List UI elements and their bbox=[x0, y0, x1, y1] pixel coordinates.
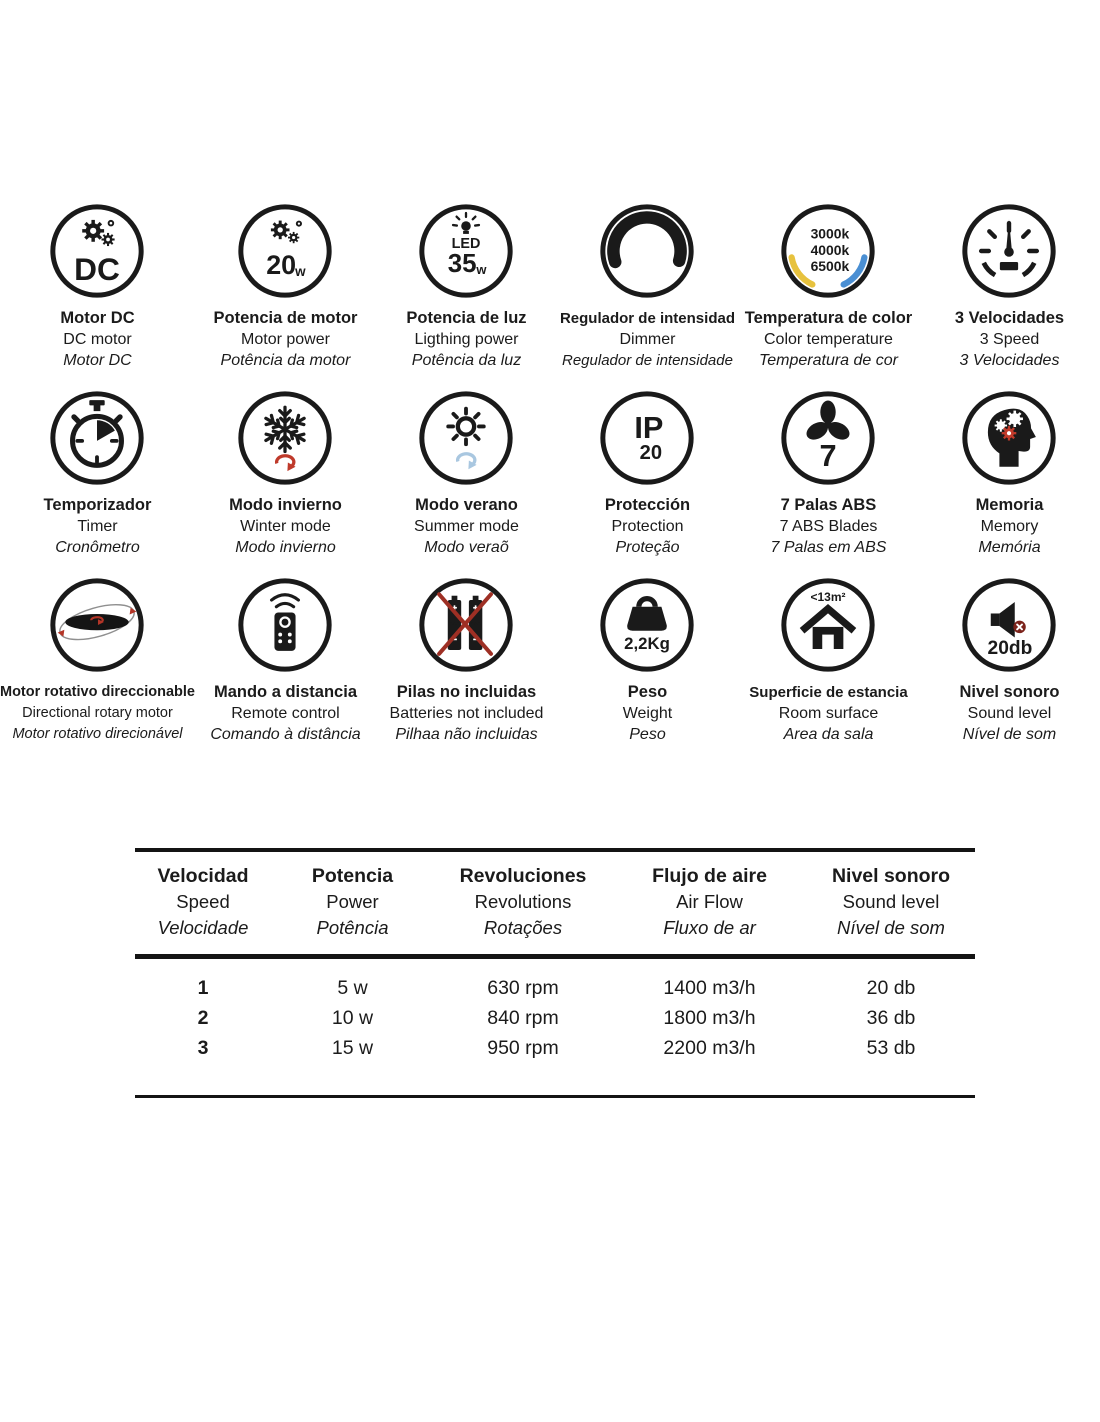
feature-protection bbox=[557, 390, 738, 558]
table-row bbox=[135, 973, 975, 1003]
feature-remote-control bbox=[195, 577, 376, 745]
feature-dimmer bbox=[557, 203, 738, 371]
kelvin-6500: 6500k bbox=[811, 258, 850, 275]
feature-label-en: Weight bbox=[622, 705, 673, 722]
feature-label-pt: 7 Palas em ABS bbox=[770, 539, 887, 556]
feature-label-pt: Proteção bbox=[615, 539, 680, 556]
column-label-en: Sound level bbox=[842, 891, 940, 912]
cell-airflow: 1800 m3/h bbox=[663, 1007, 756, 1029]
table-row bbox=[135, 1033, 975, 1063]
memory-head-icon bbox=[961, 390, 1057, 486]
feature-label-es: Temporizador bbox=[43, 496, 152, 514]
feature-label-pt: Pilhaa não incluidas bbox=[395, 726, 538, 743]
column-label-es: Potencia bbox=[311, 865, 394, 887]
led-value: 35 bbox=[448, 250, 478, 279]
column-label-pt: Velocidade bbox=[157, 917, 249, 938]
feature-label-pt: 3 Velocidades bbox=[959, 352, 1060, 369]
stopwatch-icon bbox=[49, 390, 145, 486]
table-body bbox=[135, 959, 975, 1095]
cell-speed: 2 bbox=[197, 1007, 209, 1029]
feature-label-es: 7 Palas ABS bbox=[780, 496, 877, 514]
column-header-revolutions bbox=[434, 863, 612, 941]
feature-three-speeds bbox=[919, 203, 1100, 371]
feature-label-en: DC motor bbox=[63, 331, 132, 348]
feature-label-pt: Motor DC bbox=[63, 352, 132, 369]
feature-label-en: Motor power bbox=[241, 331, 330, 348]
feature-label-es: Superficie de estancia bbox=[749, 684, 908, 701]
cell-power: 15 w bbox=[331, 1037, 374, 1059]
power-unit: w bbox=[295, 263, 307, 279]
column-label-en: Power bbox=[326, 891, 379, 912]
feature-label-en: Winter mode bbox=[240, 518, 331, 535]
table-header bbox=[135, 852, 975, 959]
motor-power-icon bbox=[237, 203, 333, 299]
performance-table bbox=[135, 848, 975, 1098]
cell-sound: 53 db bbox=[866, 1037, 916, 1059]
speaker-mute-icon bbox=[961, 577, 1057, 673]
feature-label-es: Modo verano bbox=[415, 496, 518, 514]
lighting-power-icon bbox=[418, 203, 514, 299]
feature-label-es: Motor rotativo direccionable bbox=[0, 684, 195, 700]
cell-rpm: 630 rpm bbox=[487, 977, 559, 999]
led-label: LED bbox=[452, 236, 481, 253]
column-label-es: Flujo de aire bbox=[652, 865, 767, 887]
feature-label-pt: Modo veraõ bbox=[424, 539, 509, 556]
cell-rpm: 950 rpm bbox=[487, 1037, 559, 1059]
feature-label-es: 3 Velocidades bbox=[954, 309, 1065, 327]
feature-label-en: 7 ABS Blades bbox=[779, 518, 878, 535]
kelvin-3000: 3000k bbox=[811, 225, 850, 242]
column-header-power bbox=[271, 863, 434, 941]
speedometer-icon bbox=[961, 203, 1057, 299]
color-temperature-icon bbox=[780, 203, 876, 299]
blade-count: 7 bbox=[819, 437, 838, 473]
cell-airflow: 1400 m3/h bbox=[663, 977, 756, 999]
feature-color-temperature bbox=[738, 203, 919, 371]
feature-label-es: Potencia de motor bbox=[213, 309, 358, 327]
column-header-sound bbox=[807, 863, 975, 941]
feature-winter-mode bbox=[195, 390, 376, 558]
rotary-motor-icon bbox=[49, 577, 145, 673]
column-label-pt: Rotações bbox=[483, 917, 563, 938]
sound-value: 20db bbox=[988, 637, 1033, 659]
feature-label-pt: Nível de som bbox=[962, 726, 1057, 743]
feature-sound-level bbox=[919, 577, 1100, 745]
cell-power: 10 w bbox=[331, 1007, 374, 1029]
weight-icon bbox=[599, 577, 695, 673]
column-label-pt: Potência bbox=[316, 917, 389, 938]
feature-label-en: Batteries not included bbox=[389, 705, 544, 722]
feature-label-en: Room surface bbox=[778, 705, 879, 722]
column-label-en: Revolutions bbox=[474, 891, 572, 912]
led-unit: w bbox=[476, 262, 487, 278]
feature-room-surface bbox=[738, 577, 919, 745]
feature-timer bbox=[0, 390, 195, 558]
feature-rotary-motor bbox=[0, 577, 195, 745]
cell-power: 5 w bbox=[337, 977, 368, 999]
feature-label-pt: Comando à distância bbox=[210, 726, 361, 743]
snowflake-icon bbox=[237, 390, 333, 486]
feature-batteries bbox=[376, 577, 557, 745]
batteries-crossed-icon bbox=[418, 577, 514, 673]
feature-label-es: Motor DC bbox=[60, 309, 135, 327]
feature-label-en: Dimmer bbox=[619, 331, 676, 348]
feature-label-en: Color temperature bbox=[764, 331, 893, 348]
feature-motor-power bbox=[195, 203, 376, 371]
dc-motor-icon bbox=[49, 203, 145, 299]
feature-dc-motor bbox=[0, 203, 195, 371]
column-label-es: Velocidad bbox=[157, 865, 249, 887]
cell-rpm: 840 rpm bbox=[487, 1007, 559, 1029]
sun-icon bbox=[418, 390, 514, 486]
cell-speed: 3 bbox=[197, 1037, 209, 1059]
feature-label-pt: Memória bbox=[978, 539, 1041, 556]
kelvin-4000: 4000k bbox=[811, 241, 850, 258]
feature-weight bbox=[557, 577, 738, 745]
feature-label-pt: Temperatura de cor bbox=[758, 352, 898, 369]
column-label-en: Speed bbox=[176, 891, 230, 912]
ip-value: 20 bbox=[640, 442, 663, 465]
feature-label-pt: Potência da motor bbox=[220, 352, 351, 369]
feature-label-en: 3 Speed bbox=[979, 331, 1040, 348]
feature-label-es: Peso bbox=[627, 683, 668, 701]
feature-label-en: Remote control bbox=[231, 705, 340, 722]
column-header-airflow bbox=[612, 863, 807, 941]
cell-sound: 20 db bbox=[866, 977, 916, 999]
table-row bbox=[135, 1003, 975, 1033]
cell-speed: 1 bbox=[197, 977, 209, 999]
feature-label-pt: Cronômetro bbox=[55, 539, 140, 556]
battery-size-label: AAA bbox=[470, 622, 482, 627]
feature-label-en: Timer bbox=[77, 518, 118, 535]
remote-control-icon bbox=[237, 577, 333, 673]
feature-label-es: Mando a distancia bbox=[213, 683, 357, 701]
feature-label-en: Directional rotary motor bbox=[22, 705, 173, 721]
column-header-speed bbox=[135, 863, 271, 941]
feature-label-pt: Motor rotativo direcionável bbox=[12, 726, 183, 742]
fan-blades-icon bbox=[780, 390, 876, 486]
feature-label-es: Nivel sonoro bbox=[959, 683, 1060, 701]
feature-summer-mode bbox=[376, 390, 557, 558]
column-label-pt: Fluxo de ar bbox=[663, 917, 756, 938]
column-label-pt: Nível de som bbox=[837, 917, 945, 938]
feature-label-pt: Potência da luz bbox=[411, 352, 522, 369]
column-label-en: Air Flow bbox=[676, 891, 743, 912]
feature-label-es: Memoria bbox=[975, 496, 1044, 514]
feature-memory bbox=[919, 390, 1100, 558]
feature-label-es: Modo invierno bbox=[229, 496, 342, 514]
feature-label-en: Summer mode bbox=[414, 518, 519, 535]
feature-label-es: Protección bbox=[604, 496, 691, 514]
house-icon bbox=[780, 577, 876, 673]
dc-label: DC bbox=[74, 250, 121, 287]
feature-label-pt: Peso bbox=[629, 726, 666, 743]
feature-label-en: Ligthing power bbox=[414, 331, 519, 348]
column-label-es: Nivel sonoro bbox=[831, 865, 951, 887]
feature-label-pt: Regulador de intensidade bbox=[562, 352, 733, 369]
feature-label-en: Sound level bbox=[967, 705, 1052, 722]
ip-label: IP bbox=[634, 410, 664, 445]
feature-label-en: Memory bbox=[980, 518, 1039, 535]
feature-label-pt: Modo invierno bbox=[235, 539, 336, 556]
weight-value: 2,2Kg bbox=[624, 634, 671, 653]
cell-sound: 36 db bbox=[866, 1007, 916, 1029]
feature-lighting-power bbox=[376, 203, 557, 371]
surface-value: <13m² bbox=[810, 590, 846, 604]
battery-size-label: AAA bbox=[449, 622, 461, 627]
dimmer-icon bbox=[599, 203, 695, 299]
column-label-es: Revoluciones bbox=[459, 865, 587, 887]
feature-label-es: Regulador de intensidad bbox=[559, 310, 735, 327]
feature-label-es: Pilas no incluidas bbox=[396, 683, 537, 701]
power-value: 20 bbox=[266, 250, 297, 281]
feature-label-es: Potencia de luz bbox=[406, 309, 527, 327]
feature-label-en: Protection bbox=[611, 518, 684, 535]
feature-label-pt: Area da sala bbox=[783, 726, 874, 743]
cell-airflow: 2200 m3/h bbox=[663, 1037, 756, 1059]
feature-grid bbox=[0, 203, 1100, 745]
feature-abs-blades bbox=[738, 390, 919, 558]
ip-rating-icon bbox=[599, 390, 695, 486]
feature-label-es: Temperatura de color bbox=[744, 309, 913, 327]
